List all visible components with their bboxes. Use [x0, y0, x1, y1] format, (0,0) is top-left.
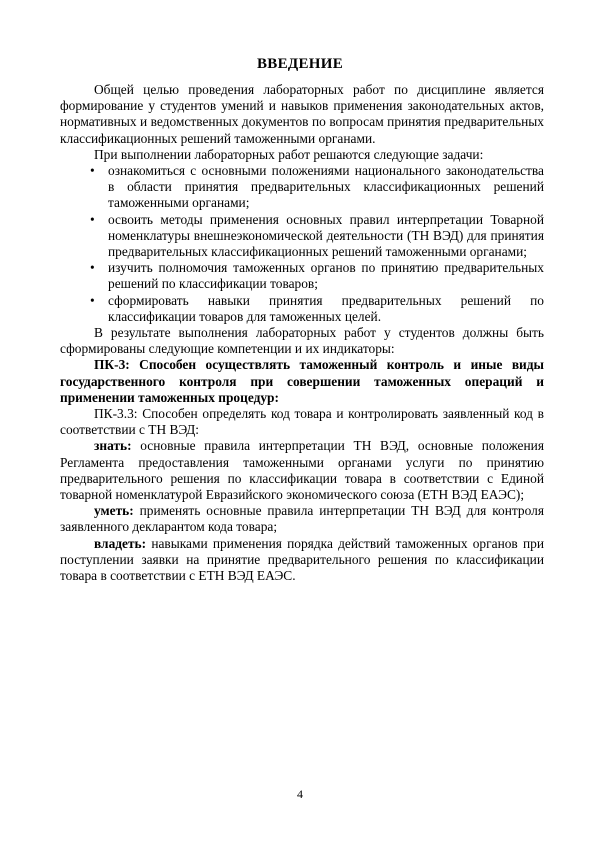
know-text: основные правила интерпретации ТН ВЭД, основные положения Регламента предоставления таможенными органами услуги по принятию предварительного решения по классификации товара в соответствии с Единой товарной номенклатурой Евразийского экономического союза (ЕТН ВЭД ЕАЭС); — [60, 438, 544, 503]
can-label: уметь: — [94, 503, 134, 519]
bullet-icon: • — [90, 211, 95, 227]
intro-paragraph: Общей целью проведения лабораторных работ по дисциплине является формирование у студентов умений и навыков применения законодательных актов, нормативных и ведомственных документов по вопросам принятия предварительных классификационных решений таможенными органами. — [60, 82, 544, 146]
tasks-list — [60, 163, 544, 325]
bullet-icon: • — [90, 260, 95, 276]
task-text: ознакомиться с основными положениями национального законодательства в области принятия предварительных классификационных решений таможенными органами; — [108, 163, 544, 211]
master-label: владеть: — [94, 535, 147, 551]
task-text: освоить методы применения основных правил интерпретации Товарной номенклатуры внешнеэкономической деятельности (ТН ВЭД) для принятия предварительных классификационных решений таможенными органами; — [108, 211, 544, 260]
indicator-paragraph: ПК-3.3: Способен определять код товара и контролировать заявленный код в соответствии с ТН ВЭД: — [60, 406, 544, 438]
list-item — [60, 212, 544, 261]
list-item — [60, 163, 544, 212]
task-text: сформировать навыки принятия предварительных решений по классификации товаров для таможенных целей. — [108, 292, 544, 324]
can-text: применять основные правила интерпретации ТН ВЭД для контроля заявленного декларантом кода товара; — [60, 503, 544, 535]
bullet-icon: • — [90, 292, 95, 308]
task-text: изучить полномочия таможенных органов по принятию предварительных решений по классификации товаров; — [108, 260, 544, 292]
tasks-lead-paragraph: При выполнении лабораторных работ решаются следующие задачи: — [94, 146, 484, 162]
bullet-icon: • — [90, 163, 95, 179]
list-item — [60, 293, 544, 325]
competency-paragraph: ПК-3: Способен осуществлять таможенный контроль и иные виды государственного контроля при совершении таможенных операций и применении таможенных процедур: — [60, 357, 544, 405]
can-paragraph — [60, 503, 544, 535]
know-paragraph — [60, 438, 544, 503]
results-lead-paragraph: В результате выполнения лабораторных работ у студентов должны быть сформированы следующие компетенции и их индикаторы: — [60, 325, 544, 357]
page-number: 4 — [297, 787, 303, 801]
know-label: знать: — [94, 438, 132, 454]
list-item — [60, 260, 544, 292]
master-paragraph — [60, 536, 544, 585]
master-text: навыками применения порядка действий таможенных органов при поступлении заявки на принятие предварительного решения по классификации товара в соответствии с ЕТН ВЭД ЕАЭС. — [60, 535, 544, 584]
page-body — [60, 82, 544, 584]
page-title: ВВЕДЕНИЕ — [256, 56, 344, 72]
